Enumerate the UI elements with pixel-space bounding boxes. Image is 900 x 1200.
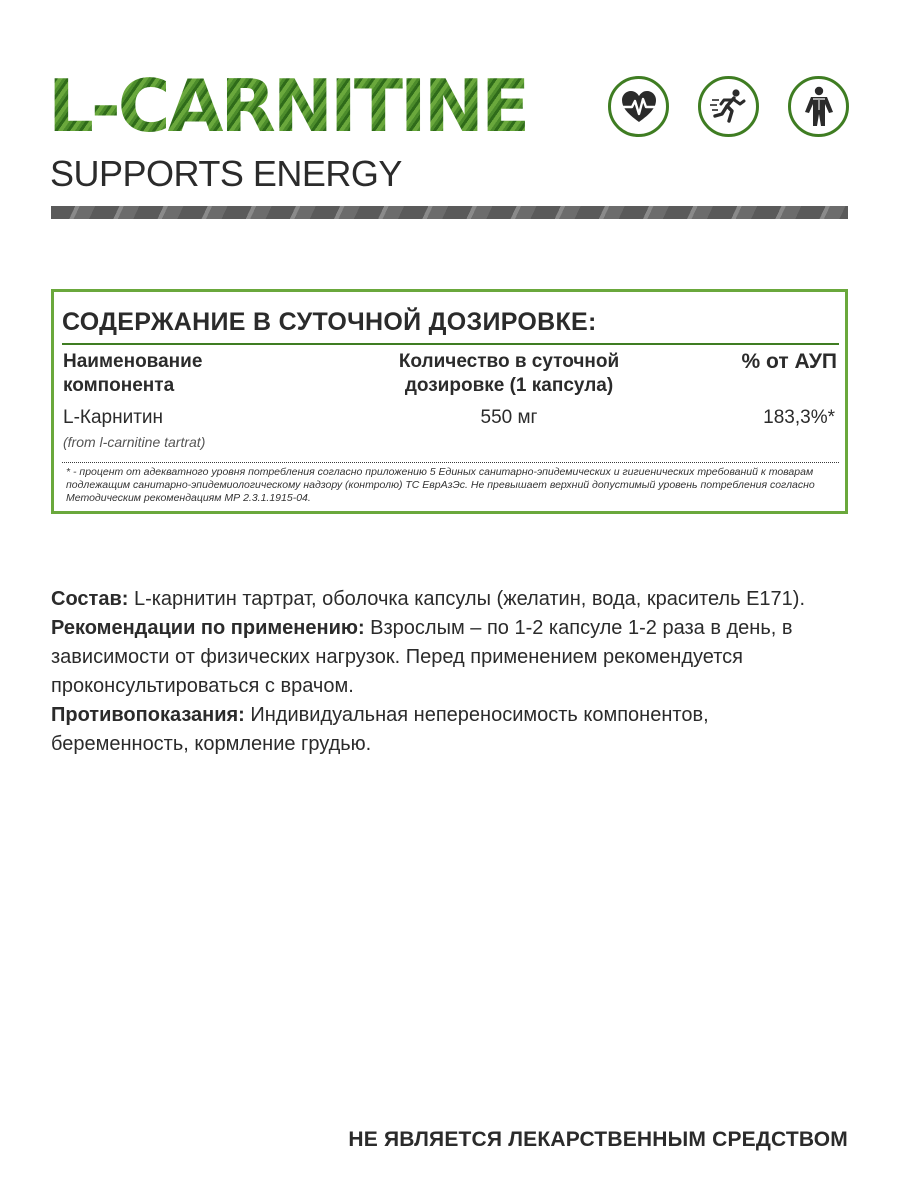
composition-paragraph [51, 585, 821, 614]
contraindications-label: Противопоказания: [51, 704, 245, 726]
footnote: * - процент от адекватного уровня потребления согласно приложению 5 Единых санитарно-эпидемических и гигиенических требований к товарам подлежащим санитарно-эпидемиологическому надзору (контролю) ТС ЕврАзЭс. Не превышает верхний допустимый уровень потребления согласно Методическим рекомендациям МР 2.3.1.1915-04. [66, 466, 815, 504]
feature-icons [608, 76, 849, 137]
usage-text: Взрослым – по 1-2 капсуле 1-2 раза в день, в зависимости от физических нагрузок. Перед применением рекомендуется проконсультироваться с врачом. [51, 617, 793, 697]
contraindications-paragraph [51, 701, 821, 759]
product-info [51, 585, 821, 759]
usage-label: Рекомендации по применению: [51, 617, 365, 639]
composition-panel [51, 289, 848, 514]
contraindications-text: Индивидуальная непереносимость компонентов, беременность, кормление грудью. [51, 704, 709, 755]
column-header-name: Наименование компонента [63, 351, 203, 396]
panel-title: СОДЕРЖАНИЕ В СУТОЧНОЙ ДОЗИРОВКЕ: [62, 308, 597, 336]
ingredient-amount: 550 мг [480, 407, 538, 428]
decorative-stripe [51, 206, 848, 219]
ingredient-name: L-Карнитин [63, 407, 164, 428]
ingredient-source-note: (from l-carnitine tartrat) [63, 434, 206, 450]
muscular-body-icon [788, 76, 849, 137]
running-person-icon [698, 76, 759, 137]
composition-text: L-карнитин тартрат, оболочка капсулы (желатин, вода, краситель Е171). [128, 588, 805, 610]
usage-paragraph [51, 614, 821, 701]
product-title: L-CARNITINE [48, 64, 528, 148]
not-medicine-disclaimer: НЕ ЯВЛЯЕТСЯ ЛЕКАРСТВЕННЫМ СРЕДСТВОМ [348, 1128, 848, 1151]
ingredient-percent: 183,3%* [763, 407, 835, 428]
panel-title-rule [62, 343, 839, 345]
heart-pulse-icon [608, 76, 669, 137]
composition-label: Состав: [51, 588, 129, 610]
column-header-amount: Количество в суточной дозировке (1 капсула) [398, 351, 620, 396]
footnote-divider [62, 462, 839, 463]
product-subtitle: SUPPORTS ENERGY [50, 153, 402, 194]
column-header-percent: % от АУП [741, 350, 837, 373]
